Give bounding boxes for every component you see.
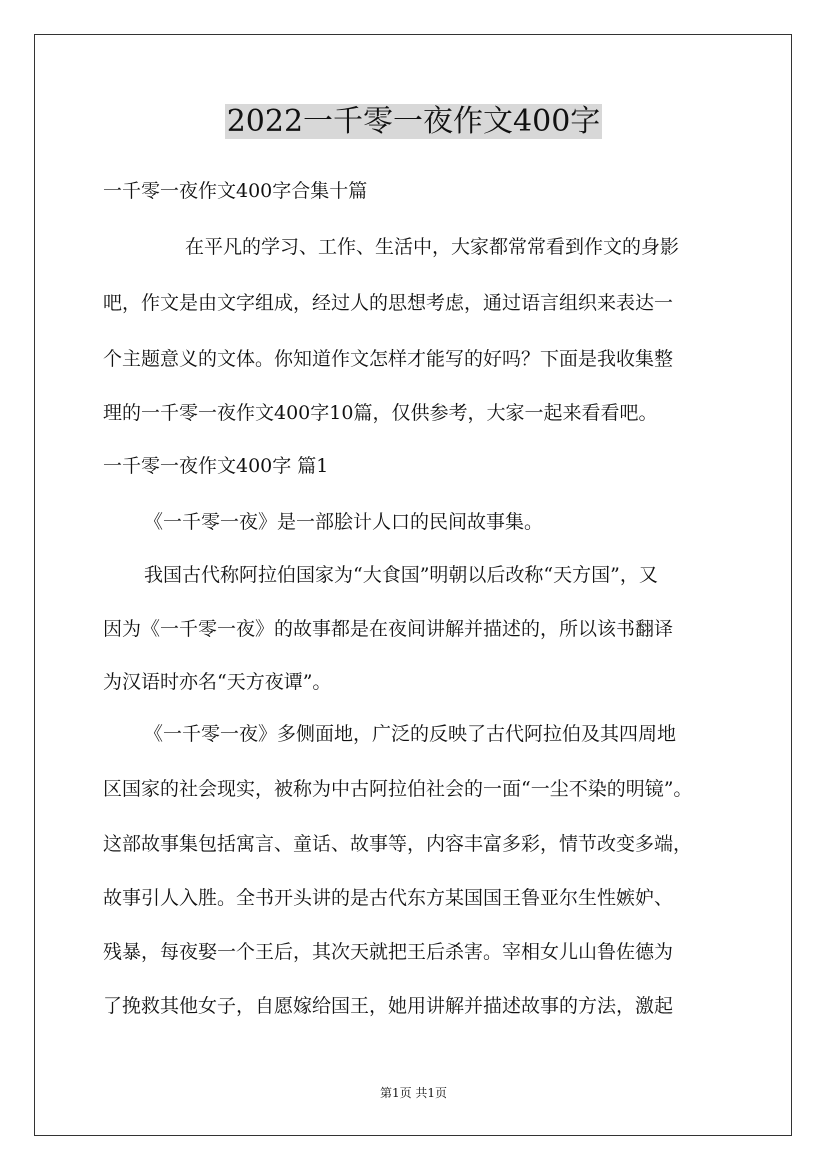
document-title bbox=[0, 100, 827, 144]
doc-line-para3-5: 残暴，每夜娶一个王后，其次天就把王后杀害。宰相女儿山鲁佐德为 bbox=[103, 941, 674, 963]
doc-line-para2-3: 为汉语时亦名“天方夜谭”。 bbox=[103, 671, 332, 693]
doc-line-intro-4: 理的一千零一夜作文400字10篇，仅供参考，大家一起来看看吧。 bbox=[103, 402, 658, 424]
doc-line-para2-1: 我国古代称阿拉伯国家为“大食国”明朝以后改称“天方国”，又 bbox=[144, 564, 658, 586]
doc-line-section-heading: 一千零一夜作文400字 篇1 bbox=[103, 455, 329, 477]
doc-line-intro-2: 吧，作文是由文字组成，经过人的思想考虑，通过语言组织来表达一 bbox=[103, 292, 674, 314]
doc-line-para3-1: 《一千零一夜》多侧面地，广泛的反映了古代阿拉伯及其四周地 bbox=[144, 723, 677, 745]
doc-line-para3-2: 区国家的社会现实，被称为中古阿拉伯社会的一面“一尘不染的明镜”。 bbox=[103, 778, 693, 800]
page-number-footer: 第1页 共1页 bbox=[379, 1086, 448, 1100]
doc-line-para3-4: 故事引人入胜。全书开头讲的是古代东方某国国王鲁亚尔生性嫉妒、 bbox=[103, 887, 674, 909]
document-title-text: 2022一千零一夜作文400字 bbox=[226, 104, 601, 139]
doc-line-intro-1: 在平凡的学习、工作、生活中，大家都常常看到作文的身影 bbox=[185, 236, 680, 258]
doc-line-para3-3: 这部故事集包括寓言、童话、故事等，内容丰富多彩，情节改变多端， bbox=[103, 833, 693, 855]
doc-line-subtitle: 一千零一夜作文400字合集十篇 bbox=[103, 180, 368, 202]
doc-line-para3-6: 了挽救其他女子，自愿嫁给国王，她用讲解并描述故事的方法，激起 bbox=[103, 995, 674, 1017]
doc-line-para2-2: 因为《一千零一夜》的故事都是在夜间讲解并描述的，所以该书翻译 bbox=[103, 618, 674, 640]
doc-line-para1: 《一千零一夜》是一部脍计人口的民间故事集。 bbox=[144, 511, 544, 533]
doc-line-intro-3: 个主题意义的文体。你知道作文怎样才能写的好吗？下面是我收集整 bbox=[103, 348, 674, 370]
